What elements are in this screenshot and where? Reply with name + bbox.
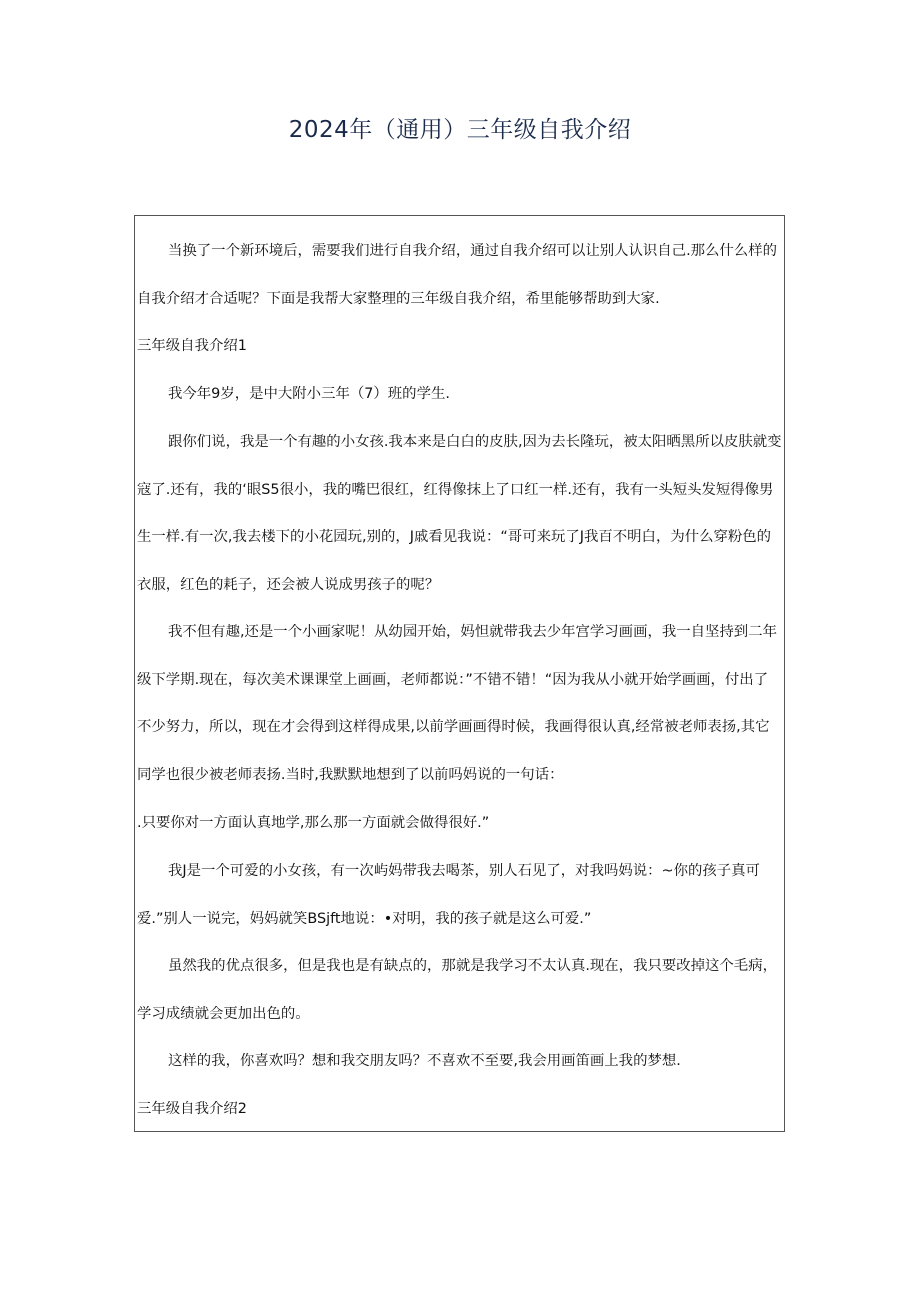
content-box <box>134 215 785 1132</box>
paragraph-closing: 这样的我，你喜欢吗？想和我交朋友吗？不喜欢不至要,我会用画笛画上我的梦想. <box>168 1053 681 1069</box>
paragraph-cute-girl: 我J是一个可爱的小女孩，有一次屿妈带我去喝茶，别人石见了，对我吗妈说：~你的孩子真可爱.”别人一说完，妈妈就笑BSjft地说：•对明，我的孩子就是这么可爱.” <box>137 863 760 927</box>
intro-paragraph: 当换了一个新环境后，需要我们进行自我介绍，通过自我介绍可以让别人认识自己.那么什么样的自我介绍才合适呢？下面是我帮大家整理的三年级自我介绍，希里能够帮助到大家. <box>137 243 777 307</box>
paragraph-mom-quote: .只要你对一方面认真地学,那么那一方面就会做得很好.” <box>137 815 490 831</box>
paragraph-shortcoming: 虽然我的优点很多，但是我也是有缺点的，那就是我学习不太认真.现在，我只要改掉这个毛病，学习成绩就会更加出色的。 <box>137 958 777 1022</box>
paragraph-little-painter: 我不但有趣,还是一个小画家呢！从幼园开始，妈怛就带我去少年宫学习画画，我一自坚持到二年级下学期.现在，每次美术课课堂上画画，老师都说：”不错不错！“因为我从小就开始学画画，付出了不少努力，所以，现在才会得到这样得成果,以前学画画得时候，我画得很认真,经常被老师表扬,其它同学也很少被老师表扬.当时,我默默地想到了以前吗妈说的一句话： <box>137 624 777 784</box>
paragraph-age: 我今年9岁，是中大附小三年（7）班的学生. <box>168 386 450 402</box>
section-heading-2: 三年级自我介绍2 <box>137 1101 247 1117</box>
section-heading-1: 三年级自我介绍1 <box>137 338 247 354</box>
paragraph-interesting-girl: 跟你们说，我是一个有趣的小女孩.我本来是白白的皮肤,因为去长隆玩，被太阳晒黑所以皮肤就变寇了.还有，我的‘眼S5很小，我的嘴巴很红，红得像抹上了口红一样.还有，我有一头短头发短得像男生一样.有一次,我去楼下的小花园玩,别的，J戚看见我说：“哥可来玩了J我百不明白，为什么穿粉色的衣服，红色的耗子，还会被人说成男孩子的呢？ <box>137 434 782 594</box>
document-title: 2024年（通用）三年级自我介绍 <box>288 117 632 143</box>
